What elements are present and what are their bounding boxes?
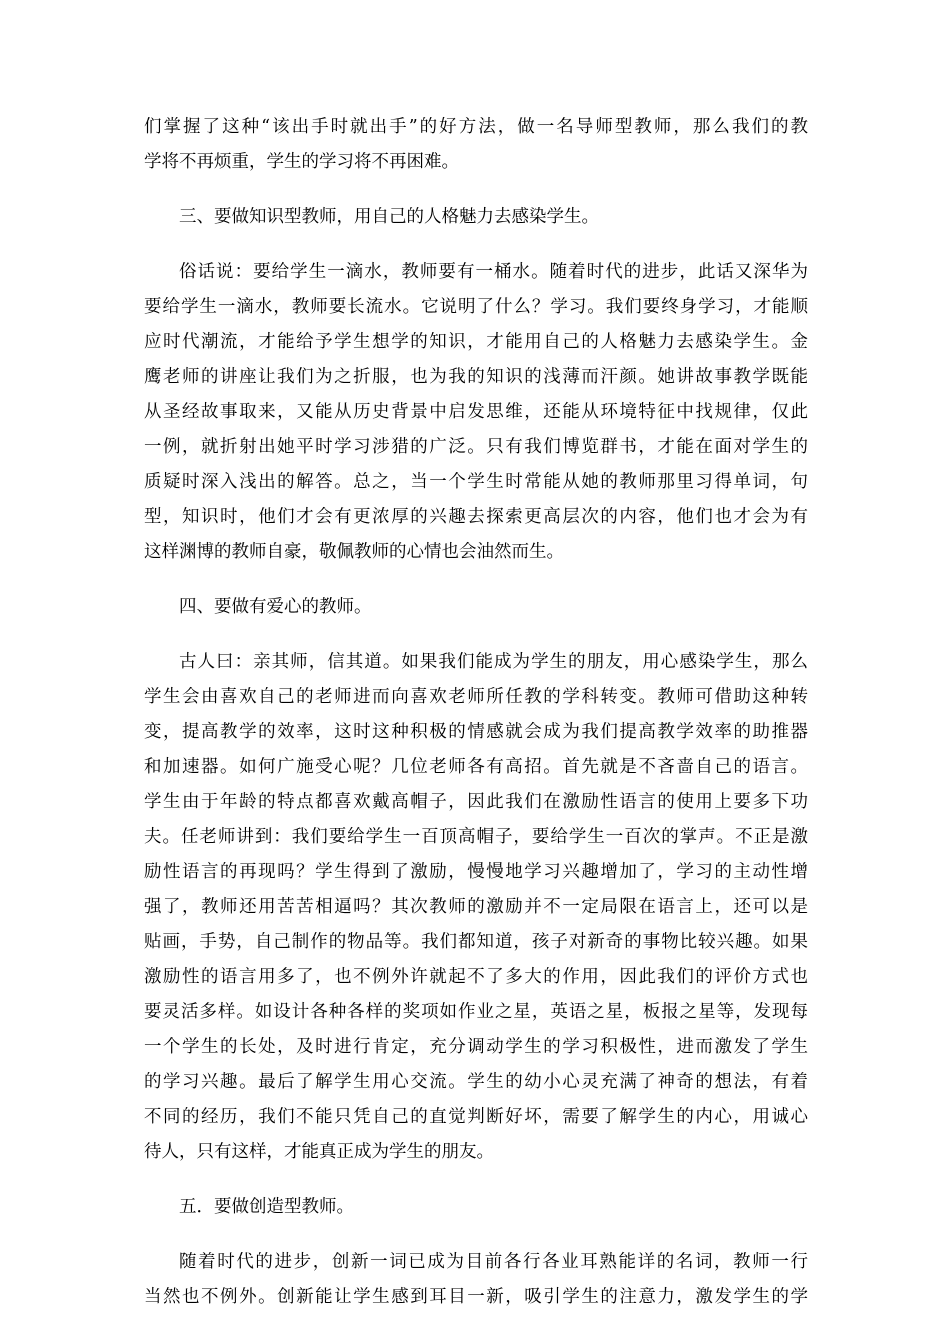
text-line: 型，知识时，他们才会有更浓厚的兴趣去探索更高层次的内容，他们也才会为有 xyxy=(144,507,808,527)
text-line: 学生由于年龄的特点都喜欢戴高帽子，因此我们在激励性语言的使用上要多下功 xyxy=(144,792,808,812)
text-line: 三、要做知识型教师，用自己的人格魅力去感染学生。 xyxy=(179,207,599,227)
body-paragraph xyxy=(144,645,808,1170)
section-heading xyxy=(144,200,808,235)
text-line: 待人，只有这样，才能真正成为学生的朋友。 xyxy=(144,1142,494,1162)
body-paragraph xyxy=(144,255,808,570)
text-line: 一例，就折射出她平时学习涉猎的广泛。只有我们博览群书，才能在面对学生的 xyxy=(144,437,808,457)
text-line: 励性语言的再现吗？学生得到了激励，慢慢地学习兴趣增加了，学习的主动性增 xyxy=(144,862,808,882)
text-line: 的学习兴趣。最后了解学生用心交流。学生的幼小心灵充满了神奇的想法，有着 xyxy=(144,1072,808,1092)
section-heading xyxy=(144,1190,808,1225)
text-line: 鹰老师的讲座让我们为之折服，也为我的知识的浅薄而汗颜。她讲故事教学既能 xyxy=(144,367,808,387)
text-line: 这样渊博的教师自豪，敬佩教师的心情也会油然而生。 xyxy=(144,542,564,562)
text-line: 当然也不例外。创新能让学生感到耳目一新，吸引学生的注意力，激发学生的学 xyxy=(144,1287,808,1307)
text-line: 贴画，手势，自己制作的物品等。我们都知道，孩子对新奇的事物比较兴趣。如果 xyxy=(144,932,808,952)
text-line: 学将不再烦重，学生的学习将不再困难。 xyxy=(144,152,459,172)
body-paragraph xyxy=(144,1245,808,1315)
text-line: 一个学生的长处，及时进行肯定，充分调动学生的学习积极性，进而激发了学生 xyxy=(144,1037,808,1057)
text-line: 学生会由喜欢自己的老师进而向喜欢老师所任教的学科转变。教师可借助这种转 xyxy=(144,687,808,707)
text-line: 们掌握了这种“该出手时就出手”的好方法，做一名导师型教师，那么我们的教 xyxy=(144,117,808,137)
text-line: 五．要做创造型教师。 xyxy=(179,1197,354,1217)
text-line: 夫。任老师讲到：我们要给学生一百顶高帽子，要给学生一百次的掌声。不正是激 xyxy=(144,827,808,847)
text-line: 古人曰：亲其师，信其道。如果我们能成为学生的朋友，用心感染学生，那么 xyxy=(179,652,808,672)
text-line: 四、要做有爱心的教师。 xyxy=(179,597,372,617)
text-line: 俗话说：要给学生一滴水，教师要有一桶水。随着时代的进步，此话又深华为 xyxy=(179,262,808,282)
text-line: 要给学生一滴水，教师要长流水。它说明了什么？学习。我们要终身学习，才能顺 xyxy=(144,297,808,317)
text-line: 质疑时深入浅出的解答。总之，当一个学生时常能从她的教师那里习得单词，句 xyxy=(144,472,808,492)
text-line: 和加速器。如何广施受心呢？几位老师各有高招。首先就是不吝啬自己的语言。 xyxy=(144,757,808,777)
document-page xyxy=(144,110,808,1335)
text-line: 变，提高教学的效率，这时这种积极的情感就会成为我们提高教学效率的助推器 xyxy=(144,722,808,742)
body-paragraph xyxy=(144,110,808,180)
section-heading xyxy=(144,590,808,625)
text-line: 要灵活多样。如设计各种各样的奖项如作业之星，英语之星，板报之星等，发现每 xyxy=(144,1002,808,1022)
text-line: 应时代潮流，才能给予学生想学的知识，才能用自己的人格魅力去感染学生。金 xyxy=(144,332,808,352)
text-line: 激励性的语言用多了，也不例外许就起不了多大的作用，因此我们的评价方式也 xyxy=(144,967,808,987)
text-line: 强了，教师还用苦苦相逼吗？其次教师的激励并不一定局限在语言上，还可以是 xyxy=(144,897,808,917)
text-line: 随着时代的进步，创新一词已成为目前各行各业耳熟能详的名词，教师一行 xyxy=(179,1252,808,1272)
text-line: 不同的经历，我们不能只凭自己的直觉判断好坏，需要了解学生的内心，用诚心 xyxy=(144,1107,808,1127)
text-line: 从圣经故事取来，又能从历史背景中启发思维，还能从环境特征中找规律，仅此 xyxy=(144,402,808,422)
